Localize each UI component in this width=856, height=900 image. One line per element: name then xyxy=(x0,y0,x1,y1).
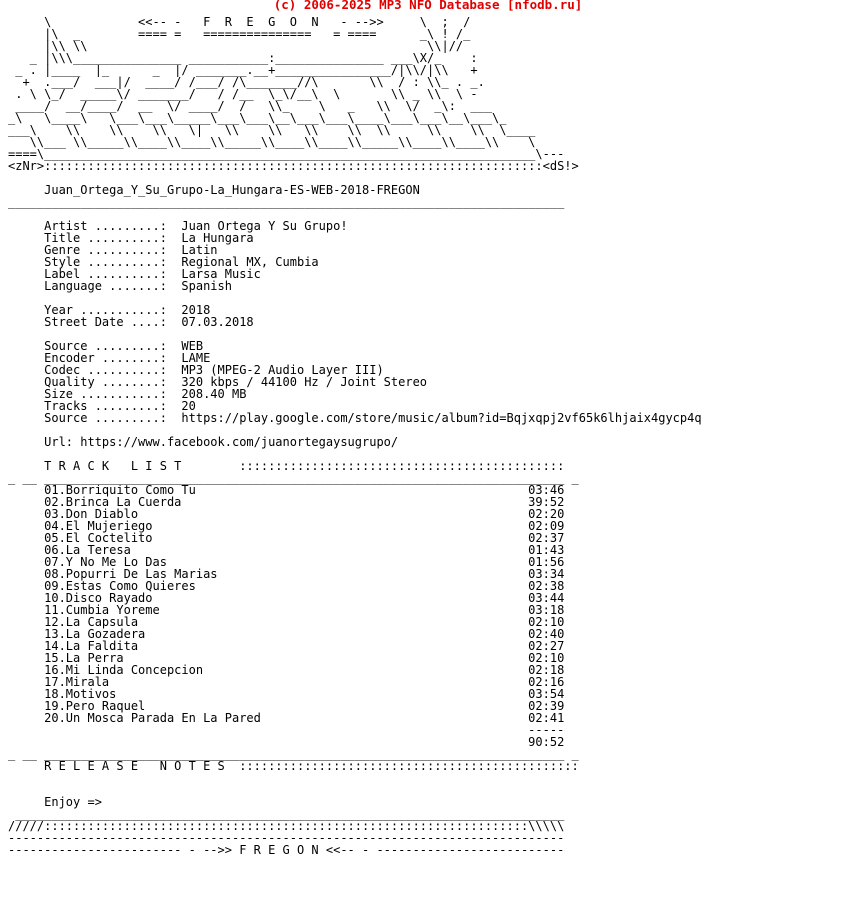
site-header: (c) 2006-2025 MP3 NFO Database [nfodb.ru] xyxy=(273,0,583,12)
nfo-text: \ <<-- - F R E G O N - -->> \ ; / |\ _ ==== = =============== = ==== _\ ! /_ |\\ \\ \\|// _ |\\\_______________ ___________:_______________ ___\X/_ : _ . |____ |_ _ |/ _______.__+________________/|\\/|\\ + + .___/ ___|/ ____/ /___/ /\_______//\ \\ / : \\_ . _. . \ \_/ _____\/ _______/ / /__ \_\/__\ \ \\ _ \\ \ - ____/ __/____/ __ \/ ____/ / \\_ \ _ \\ \/ _\: ___ _\ \____\ \___\___\_____\___\___\__\___\___\____\___\___\__\___\_ ___\ \\ \\ \\ \| \\ \\ \\ \\ \\ \\ \\ \____ \\___ \\_____\\____\\____\\_____\\____\\____\\_____\\____\\____\\ \ ====\____________________________________________________________________\--- <zNr>:::::::::::::::::::::::::::::::::::::::::::::::::::::::::::::::::::::<dS!> Juan_Ortega_Y_Su_Grupo-La_Hungara-ES-WEB-2018-FREGON _____________________________________________________________________________ Artist .........: Juan Ortega Y Su Grupo! Title ..........: La Hungara Genre ..........: Latin Style ..........: Regional MX, Cumbia Label ..........: Larsa Music Language .......: Spanish Year ...........: 2018 Street Date ....: 07.03.2018 Source .........: WEB Encoder ........: LAME Codec ..........: MP3 (MPEG-2 Audio Layer III) Quality ........: 320 kbps / 44100 Hz / Joint Stereo Size ...........: 208.40 MB Tracks .........: 20 Source .........: https://play.google.com/store/music/album?id=Bqjxqpj2vf65k6lhjaix4gycp4q Url: https://www.facebook.com/juanortegaysugrupo/ T R A C K L I S T ::::::::::::::::::::::::::::::::::::::::::::: _ __ ________________________________________________________________________ _ 01.Borriquito Como Tu 03:46 02.Brinca La Cuerda 39:52 03.Don Diablo 02:20 04.El Mujeriego 02:09 05.El Coctelito 02:37 06.La Teresa 01:43 07.Y No Me Lo Das 01:56 08.Popurri De Las Marias 03:34 09.Estas Como Quieres 02:38 10.Disco Rayado 03:44 11.Cumbia Yoreme 03:18 12.La Capsula 02:10 13.La Gozadera 02:40 14.La Faldita 02:27 15.La Perra 02:10 16.Mi Linda Concepcion 02:18 17.Mirala 02:16 18.Motivos 03:54 19.Pero Raquel 02:39 20.Un Mosca Parada En La Pared 02:41 ----- 90:52 _ __ ________________________________________________________________________ _ R E L E A S E N O T E S ::::::::::::::::::::::::::::::::::::::::::::::: Enjoy => ____________________________________________________________________________ /////:::::::::::::::::::::::::::::::::::::::::::::::::::::::::::::::::::\\\\\ ----------------------------------------------------------------------------- ------------------------ - -->> F R E G O N <<-- - -------------------------- xyxy=(8,16,702,856)
